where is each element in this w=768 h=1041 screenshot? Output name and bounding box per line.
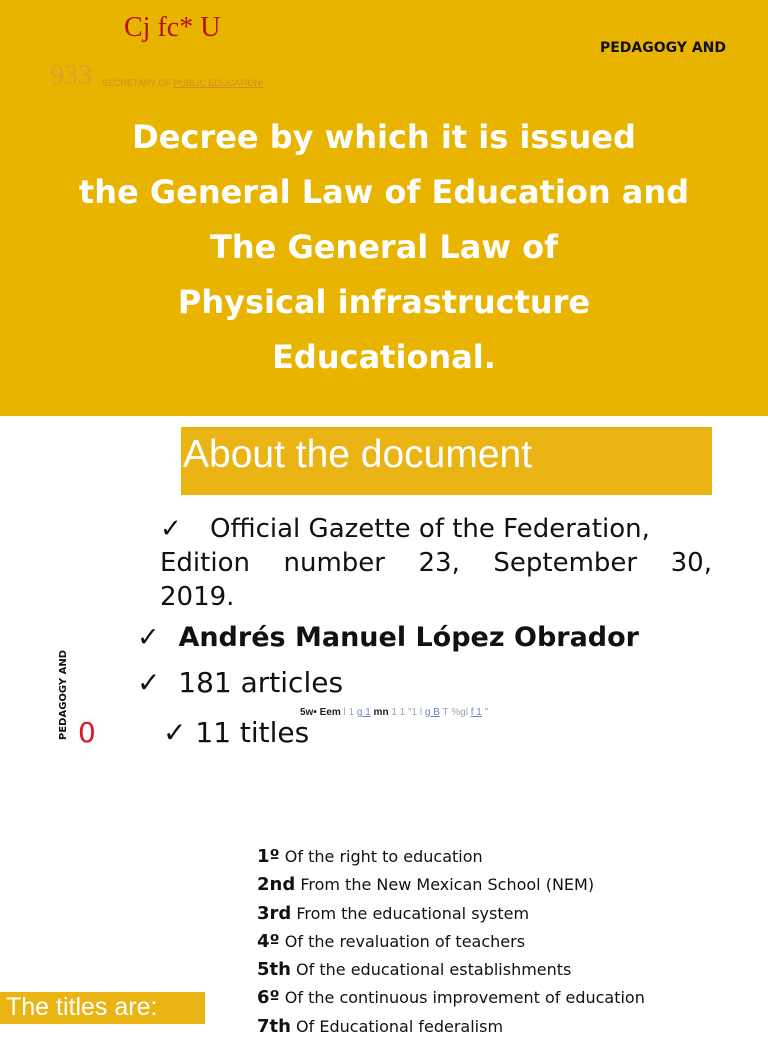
page-title: [0, 110, 768, 385]
list-item: [257, 900, 645, 928]
noise-part: l 1: [343, 707, 357, 718]
about-heading: About the document: [183, 433, 533, 476]
author-bullet: [137, 622, 639, 653]
noise-part: ": [481, 707, 489, 718]
title-line: The General Law of: [210, 228, 558, 266]
title-number: 6º: [257, 987, 280, 1009]
noise-part: T %gl: [439, 707, 471, 718]
check-icon: ✓: [163, 716, 187, 749]
articles-count: 181 articles: [178, 666, 344, 699]
titles-bullet: [163, 716, 309, 749]
title-text: Of Educational federalism: [296, 1016, 504, 1036]
check-icon: ✓: [137, 666, 161, 699]
title-line: Physical infrastructure: [177, 283, 591, 321]
title-text: Of the right to education: [284, 847, 483, 866]
vertical-side-label: PEDAGOGY AND: [58, 649, 69, 740]
check-icon: ✓: [160, 514, 182, 544]
title-text: From the educational system: [296, 903, 530, 923]
title-line: the General Law of Education and: [78, 173, 690, 211]
noise-part: mn: [370, 707, 389, 718]
title-text: Of the continuous improvement of education: [284, 988, 645, 1008]
noise-link: g 1: [356, 707, 371, 718]
scan-noise-text: [300, 707, 488, 718]
noise-part: 1 1 "1 l: [388, 707, 425, 718]
noise-link: f 1: [470, 707, 482, 718]
noise-link: g B: [424, 707, 440, 718]
gazette-bullet: [160, 512, 712, 614]
list-item: [257, 928, 645, 956]
title-text: Of the revaluation of teachers: [284, 931, 526, 951]
title-number: 3rd: [257, 902, 292, 924]
title-number: 2nd: [257, 874, 296, 896]
check-icon: ✓: [137, 622, 160, 653]
title-number: 7th: [257, 1015, 291, 1037]
articles-bullet: [137, 666, 343, 699]
author-name: Andrés Manuel López Obrador: [178, 622, 639, 653]
logo-text: Cj fc* U: [124, 12, 221, 43]
title-line: Decree by which it is issued: [132, 118, 636, 156]
gazette-line-3: 2019.: [160, 582, 235, 612]
list-item: [257, 1013, 645, 1041]
seal-number: 933: [50, 60, 92, 91]
list-item: [257, 984, 645, 1012]
secretary-prefix: SECRETARY OF: [102, 78, 174, 88]
list-item: [257, 843, 645, 871]
top-right-label: PEDAGOGY AND: [599, 40, 726, 56]
about-heading-box: [181, 427, 712, 495]
secretary-label: [102, 78, 263, 88]
list-item: [257, 871, 645, 899]
title-text: From the New Mexican School (NEM): [300, 875, 595, 895]
titles-count: 11 titles: [195, 716, 310, 749]
list-item: [257, 956, 645, 984]
title-line: Educational.: [272, 338, 496, 376]
gazette-line-2: Edition number 23, September 30,: [160, 548, 712, 578]
title-number: 4º: [257, 930, 280, 952]
titles-list: [257, 843, 645, 1041]
noise-part: 5w• Eem: [300, 707, 341, 718]
red-number: 0: [78, 716, 96, 749]
gazette-line-1: Official Gazette of the Federation,: [210, 514, 650, 544]
title-banner: [0, 0, 768, 416]
title-text: Of the educational establishments: [296, 960, 572, 980]
title-number: 5th: [257, 959, 291, 981]
titles-heading: The titles are:: [6, 993, 158, 1021]
secretary-link[interactable]: PUBLIC EDUCATION!: [173, 78, 264, 88]
title-number: 1º: [257, 846, 280, 867]
titles-heading-box: [0, 992, 205, 1024]
